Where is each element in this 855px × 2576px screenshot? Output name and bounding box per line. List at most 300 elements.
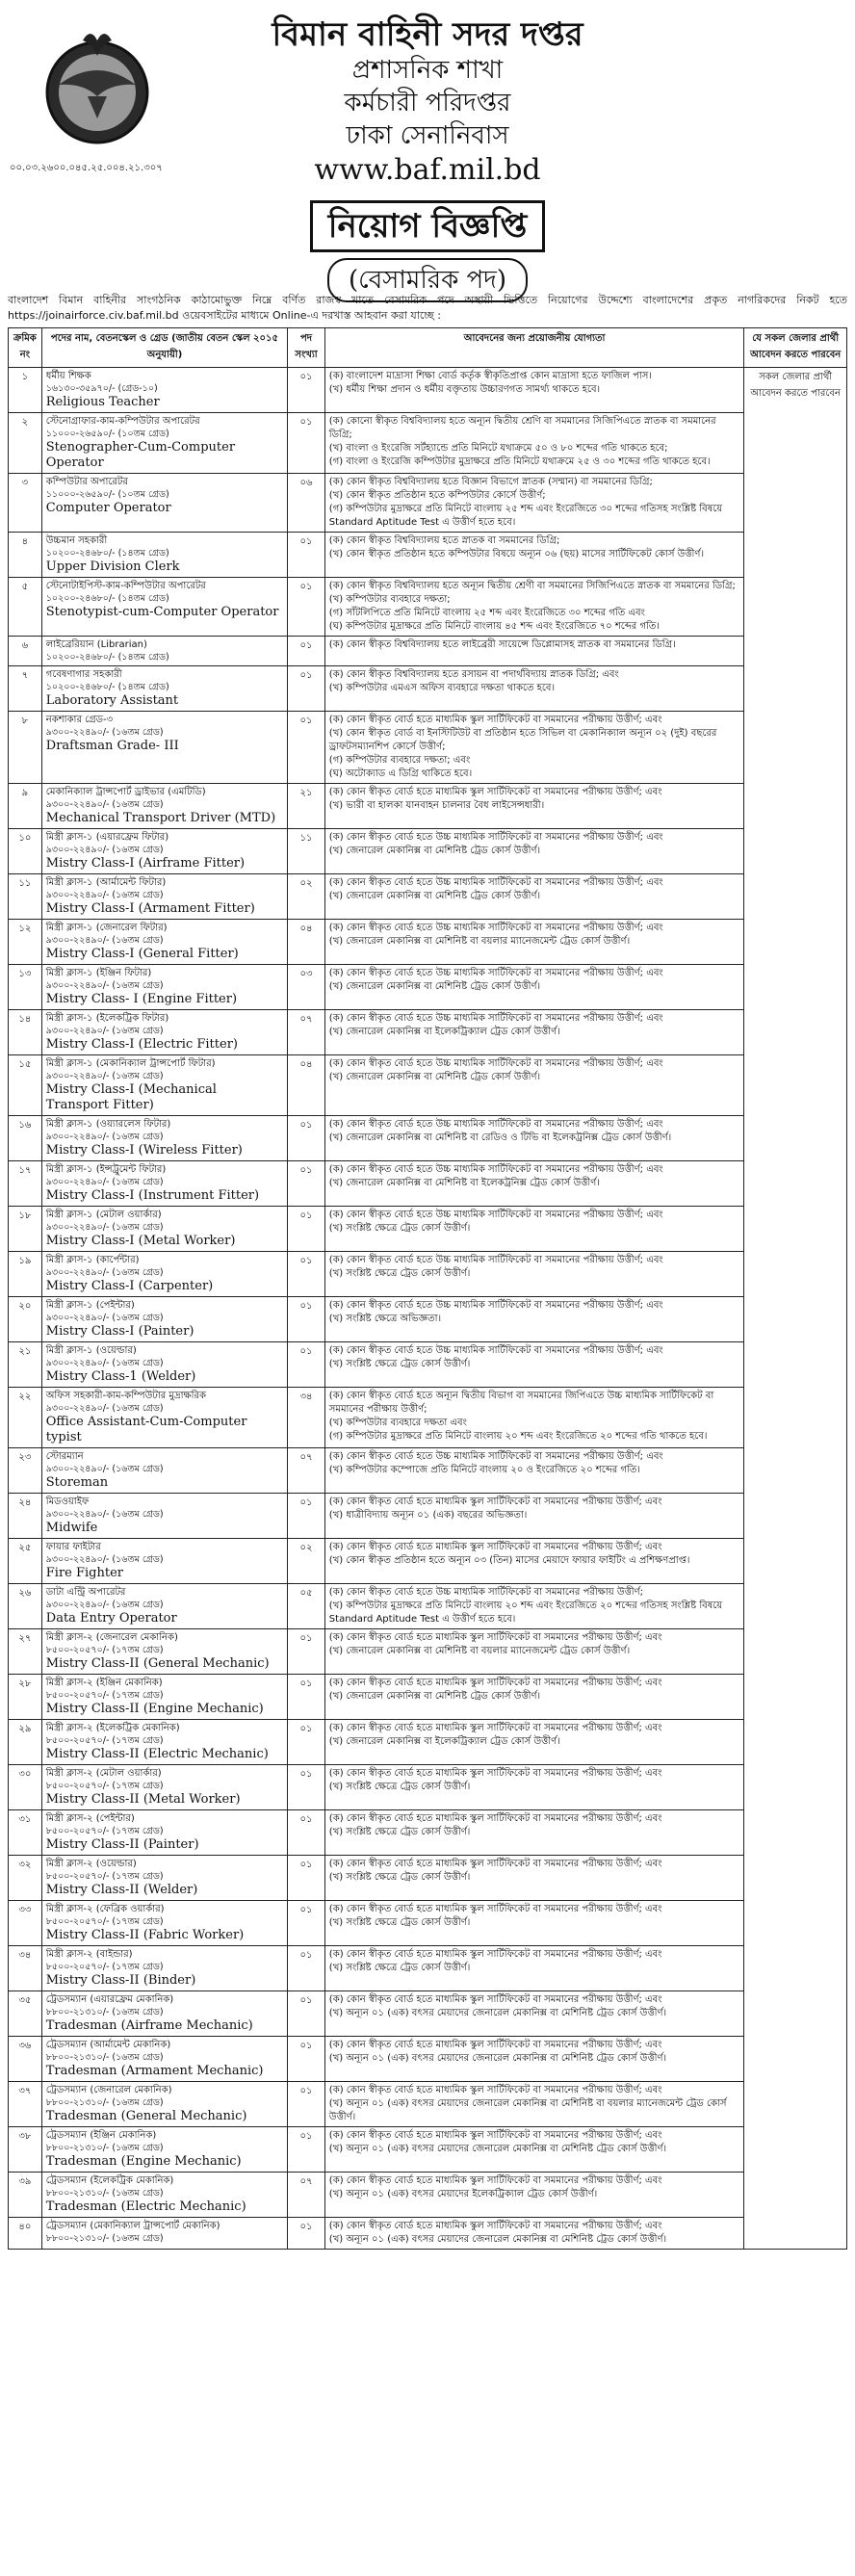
row-serial: ২৯ [9,1720,42,1765]
row-requirements: (ক) কোন স্বীকৃত বোর্ড হতে উচ্চ মাধ্যমিক সার্টিফিকেট বা সমমানের পরীক্ষায় উত্তীর্ণ; এবং (খ) জেনারেল মেকানিক্স বা ইলেকট্রিক্যাল ট্রেড কোর্স উত্তীর্ণ। [324,1010,744,1055]
post-pay-scale: ৮৫০০-২০৫৭০/- (১৭তম গ্রেড) [45,1690,164,1701]
post-name-en: Laboratory Assistant [45,693,179,708]
row-requirements: (ক) কোন স্বীকৃত বোর্ড হতে মাধ্যমিক স্কুল সার্টিফিকেট বা সমমানের পরীক্ষায় উত্তীর্ণ; এবং (খ) অন্যূন ০১ (এক) বৎসর মেয়াদের ইলেকট্রিক্যাল ট্রেড কোর্স উত্তীর্ণ। [324,2173,744,2218]
row-post [41,1448,287,1494]
row-post-count: ০১ [288,1116,325,1161]
post-pay-scale: ১০২০০-২৪৬৮০/- (১৪তম গ্রেড) [45,682,169,692]
post-name-en: Mistry Class-I (Mechanical Transport Fitter) [45,1082,217,1112]
table-row [9,1901,847,1946]
post-name-en: Mistry Class-II (Fabric Worker) [45,1928,245,1942]
row-requirements: (ক) কোন স্বীকৃত বোর্ড হতে মাধ্যমিক স্কুল সার্টিফিকেট বা সমমানের পরীক্ষায় উত্তীর্ণ; এবং (খ) অন্যূন ০১ (এক) বৎসর মেয়াদের জেনারেল মেকানিক্স বা মেশিনিষ্ট ট্রেড কোর্স উত্তীর্ণ। [324,1991,744,2037]
row-serial: ৩ [9,474,42,533]
row-post [41,712,287,784]
post-name-en: Mistry Class-I (Metal Worker) [45,1234,236,1248]
table-row [9,1252,847,1297]
row-requirements: (ক) কোন স্বীকৃত বোর্ড হতে উচ্চ মাধ্যমিক সার্টিফিকেট বা সমমানের পরীক্ষায় উত্তীর্ণ; এবং (খ) জেনারেল মেকানিক্স বা মেশিনিষ্ট বা ইলেকট্রনিক্স ট্রেড কোর্স উত্তীর্ণ। [324,1161,744,1207]
row-post-count: ০১ [288,578,325,637]
table-row [9,1856,847,1901]
row-serial: ৪ [9,533,42,578]
post-name-bn: মিস্ত্রী ক্লাস-১ (ওয়্যারলেস ফিটার) [45,1119,171,1130]
row-post [41,413,287,474]
post-name-en: Mistry Class-I (Wireless Fitter) [45,1143,243,1158]
website-url: www.baf.mil.bd [314,153,541,187]
row-requirements: (ক) কোন স্বীকৃত বোর্ড হতে উচ্চ মাধ্যমিক সার্টিফিকেট বা সমমানের পরীক্ষায় উত্তীর্ণ; (খ) কম্পিউটার মুদ্রাক্ষরে প্রতি মিনিটে বাংলায় ২০ শব্দ এবং ইংরেজিতে ২০ শব্দের গতিসহ সংশ্লিষ্ট বিষয়ে Standard Aptitude Test এ উত্তীর্ণ হতে হবে। [324,1584,744,1629]
post-name-en: Mistry Class-II (Electric Mechanic) [45,1747,269,1761]
table-row [9,413,847,474]
post-pay-scale: ৮৮০০-২১৩১০/- (১৬তম গ্রেড) [45,2007,164,2017]
org-name: বিমান বাহিনী সদর দপ্তর [272,15,583,54]
table-row [9,1765,847,1810]
row-post [41,2173,287,2218]
row-post [41,474,287,533]
post-name-en: Storeman [45,1475,109,1490]
row-post-count: ৩৪ [288,1388,325,1448]
row-serial: ১২ [9,920,42,965]
table-row [9,1629,847,1675]
row-post [41,920,287,965]
row-serial: ২২ [9,1388,42,1448]
row-serial: ২০ [9,1297,42,1342]
row-post-count: ০১ [288,666,325,712]
post-name-bn: মিস্ত্রী ক্লাস-২ (ওয়েল্ডার) [45,1859,137,1869]
row-requirements: (ক) কোন স্বীকৃত বোর্ড হতে উচ্চ মাধ্যমিক সার্টিফিকেট বা সমমানের পরীক্ষায় উত্তীর্ণ; এবং (খ) জেনারেল মেকানিক্স বা মেশিনিষ্ট ট্রেড কোর্স উত্তীর্ণ। [324,1055,744,1116]
row-post [41,1720,287,1765]
post-name-en: Office Assistant-Cum-Computer typist [45,1415,247,1444]
table-row [9,1010,847,1055]
post-name-en: Mistry Class-I (Instrument Fitter) [45,1188,260,1203]
post-name-en: Data Entry Operator [45,1611,177,1626]
post-name-en: Mistry Class-I (Carpenter) [45,1279,214,1293]
row-serial: ২৩ [9,1448,42,1494]
row-post-count: ০১ [288,1720,325,1765]
row-post-count: ০১ [288,1765,325,1810]
post-name-en: Tradesman (Airframe Mechanic) [45,2018,253,2033]
memo-number: ০০.০৩.২৬০০.০৪৫.২৫.০০৪.২১.৩০৭ [10,163,163,173]
row-post-count: ০১ [288,2218,325,2250]
post-pay-scale: ৯৩০০-২২৪৯০/- (১৬তম গ্রেড) [45,799,164,810]
row-requirements: (ক) কোন স্বীকৃত বোর্ড হতে অন্যূন দ্বিতীয় বিভাগ বা সমমানের জিপিএতে উচ্চ মাধ্যমিক সার্টিফিকেট বা সমমানের পরীক্ষায় উত্তীর্ণ; (খ) কম্পিউটার ব্যবহারে দক্ষতা এবং (গ) কম্পিউটার মুদ্রাক্ষরে প্রতি মিনিটে বাংলায় ২০ শব্দ এবং ইংরেজিতে ২০ শব্দের গতি থাকতে হবে। [324,1388,744,1448]
table-row [9,712,847,784]
table-row [9,637,847,666]
row-post [41,1252,287,1297]
post-name-en: Mistry Class-1 (Welder) [45,1369,196,1384]
row-serial: ১৫ [9,1055,42,1116]
table-row [9,1584,847,1629]
post-pay-scale: ৯৩০০-২২৪৯০/- (১৬তম গ্রেড) [45,1464,164,1474]
row-post [41,2082,287,2127]
job-table-body [9,368,847,2250]
table-row [9,2218,847,2250]
post-pay-scale: ৯৩০০-২২৪৯০/- (১৬তম গ্রেড) [45,1222,164,1233]
table-row [9,965,847,1010]
row-post-count: ০২ [288,1539,325,1584]
table-row [9,920,847,965]
post-pay-scale: ৯৩০০-২২৪৯০/- (১৬তম গ্রেড) [45,1071,164,1081]
table-row [9,1539,847,1584]
row-post [41,578,287,637]
row-post-count: ০৭ [288,1448,325,1494]
post-name-bn: মিস্ত্রী ক্লাস-২ (পেইন্টার) [45,1813,135,1824]
post-pay-scale: ৯৩০০-২২৪৯০/- (১৬তম গ্রেড) [45,727,164,738]
row-post [41,829,287,874]
row-post-count: ০১ [288,1991,325,2037]
row-post [41,1629,287,1675]
post-name-bn: মিস্ত্রী ক্লাস-১ (ইলেকট্রিক ফিটার) [45,1013,169,1024]
districts-note: সকল জেলার প্রার্থী আবেদন করতে পারবেন [744,368,847,2250]
table-row [9,874,847,920]
post-name-en: Mechanical Transport Driver (MTD) [45,811,276,825]
table-row [9,784,847,829]
row-serial: ২৪ [9,1494,42,1539]
post-name-en: Computer Operator [45,501,171,515]
row-serial: ৩৮ [9,2127,42,2173]
post-name-en: Tradesman (Engine Mechanic) [45,2154,242,2169]
table-row [9,1342,847,1388]
row-post [41,1856,287,1901]
header-line-2: কর্মচারী পরিদপ্তর [344,89,511,117]
row-serial: ৪০ [9,2218,42,2250]
post-name-bn: মিস্ত্রী ক্লাস-১ (ইন্সট্রুমেন্ট ফিটার) [45,1164,167,1175]
post-name-en: Stenotypist-cum-Computer Operator [45,605,279,619]
post-name-bn: মিস্ত্রী ক্লাস-১ (জেনারেল ফিটার) [45,923,168,933]
row-post-count: ০১ [288,1946,325,1991]
row-requirements: (ক) কোন স্বীকৃত বোর্ড হতে মাধ্যমিক স্কুল সার্টিফিকেট বা সমমানের পরীক্ষায় উত্তীর্ণ; এবং (খ) অন্যূন ০১ (এক) বৎসর মেয়াদের জেনারেল মেকানিক্স বা মেশিনিষ্ট ট্রেড কোর্স উত্তীর্ণ। [324,2218,744,2250]
row-post-count: ০২ [288,874,325,920]
post-pay-scale: ৮৮০০-২১৩১০/- (১৬তম গ্রেড) [45,2143,164,2153]
post-pay-scale: ৯৩০০-২২৪৯০/- (১৬তম গ্রেড) [45,1177,164,1187]
row-post [41,1810,287,1856]
row-serial: ৩৬ [9,2037,42,2082]
post-name-bn: স্টোরম্যান [45,1451,84,1462]
post-name-en: Upper Division Clerk [45,559,180,574]
post-name-bn: কম্পিউটার অপারেটর [45,477,128,487]
intro-paragraph: বাংলাদেশ বিমান বাহিনীর সাংগঠনিক কাঠামোভুক্ত নিম্নে বর্ণিত রাজস্ব খাতে বেসামরিক পদে অস্থায়ী ভিত্তিতে নিয়োগের উদ্দেশ্যে বাংলাদেশের প্রকৃত নাগরিকদের নিকট হতে https://joinairforce.civ.baf.mil.bd ওয়েবসাইটের মাধ্যমে Online-এ দরখাস্ত আহবান করা যাচ্ছে : [8,294,847,322]
row-post-count: ০১ [288,1207,325,1252]
post-pay-scale: ৯৩০০-২২৪৯০/- (১৬তম গ্রেড) [45,935,164,946]
row-post [41,1116,287,1161]
post-name-bn: মিস্ত্রী ক্লাস-২ (মেটাল ওয়ার্কার) [45,1768,162,1779]
table-row [9,1946,847,1991]
row-post-count: ০৭ [288,2173,325,2218]
row-serial: ২৬ [9,1584,42,1629]
table-row [9,474,847,533]
post-pay-scale: ৮৫০০-২০৫৭০/- (১৭তম গ্রেড) [45,1781,164,1791]
row-post [41,1946,287,1991]
notice-subtitle: (বেসামরিক পদ) [327,258,528,302]
row-requirements: (ক) কোন স্বীকৃত বোর্ড হতে মাধ্যমিক স্কুল সার্টিফিকেট বা সমমানের পরীক্ষায় উত্তীর্ণ; এবং (খ) ধাত্রীবিদ্যায় অন্যূন ০১ (এক) বছরের অভিজ্ঞতা। [324,1494,744,1539]
post-name-bn: ট্রেডসম্যান (ইলেকট্রিক মেকানিক) [45,2175,174,2186]
post-name-bn: মিস্ত্রী ক্লাস-১ (পেইন্টার) [45,1300,135,1311]
row-serial: ৫ [9,578,42,637]
post-pay-scale: ৯৩০০-২২৪৯০/- (১৬তম গ্রেড) [45,1358,164,1368]
post-name-bn: মেকানিক্যাল ট্রান্সপোর্ট ড্রাইভার (এমটিডি) [45,787,206,797]
col-header-districts: যে সকল জেলার প্রার্থী আবেদন করতে পারবেন [744,328,847,368]
post-pay-scale: ৮৮০০-২১৩১০/- (১৬তম গ্রেড) [45,2233,164,2244]
row-requirements: (ক) বাংলাদেশ মাদ্রাসা শিক্ষা বোর্ড কর্তৃক স্বীকৃতিপ্রাপ্ত কোন মাদ্রাসা হতে ফাজিল পাস। (খ) ধর্মীয় শিক্ষা প্রদান ও ধর্মীয় বক্তৃতায় উচ্চারণগত সামর্থ্য থাকতে হবে। [324,368,744,413]
row-post [41,2218,287,2250]
table-row [9,666,847,712]
row-post [41,874,287,920]
row-post [41,637,287,666]
row-requirements: (ক) কোন স্বীকৃত বোর্ড হতে উচ্চ মাধ্যমিক সার্টিফিকেট বা সমমানের পরীক্ষায় উত্তীর্ণ; এবং (খ) জেনারেল মেকানিক্স বা মেশিনিষ্ট ট্রেড কোর্স উত্তীর্ণ। [324,965,744,1010]
post-pay-scale: ৮৮০০-২১৩১০/- (১৬তম গ্রেড) [45,2097,164,2108]
table-row [9,1161,847,1207]
row-post-count: ০১ [288,1856,325,1901]
post-name-bn: অফিস সহকারী-কাম-কম্পিউটার মুদ্রাক্ষরিক [45,1391,206,1401]
post-name-bn: গবেষণাগার সহকারী [45,669,122,680]
notice-title: নিয়োগ বিজ্ঞপ্তি [310,200,546,252]
row-post-count: ০১ [288,2127,325,2173]
row-post-count: ০১ [288,1494,325,1539]
row-requirements: (ক) কোন স্বীকৃত বোর্ড হতে মাধ্যমিক স্কুল সার্টিফিকেট বা সমমানের পরীক্ষায় উত্তীর্ণ; এবং (খ) সংশ্লিষ্ট ক্ষেত্রে ট্রেড কোর্স উত্তীর্ণ। [324,1810,744,1856]
table-row [9,1720,847,1765]
post-pay-scale: ১০২০০-২৪৬৮০/- (১৪তম গ্রেড) [45,652,169,663]
post-name-en: Mistry Class-I (Armament Fitter) [45,901,255,916]
post-name-bn: মিস্ত্রী ক্লাস-১ (ইঞ্জিন ফিটার) [45,968,152,978]
post-name-bn: উচ্চমান সহকারী [45,535,108,546]
post-name-en: Draftsman Grade- III [45,739,179,753]
row-post [41,368,287,413]
table-row [9,368,847,413]
post-name-bn: ট্রেডসম্যান (জেনারেল মেকানিক) [45,2085,172,2095]
post-pay-scale: ৯৩০০-২২৪৯০/- (১৬তম গ্রেড) [45,1267,164,1278]
row-requirements: (ক) কোন স্বীকৃত বোর্ড হতে মাধ্যমিক স্কুল সার্টিফিকেট বা সমমানের পরীক্ষায় উত্তীর্ণ; এবং (খ) সংশ্লিষ্ট ক্ষেত্রে ট্রেড কোর্স উত্তীর্ণ। [324,1946,744,1991]
post-pay-scale: ১০২০০-২৪৬৮০/- (১৪তম গ্রেড) [45,548,169,559]
row-requirements: (ক) কোন স্বীকৃত বোর্ড হতে মাধ্যমিক স্কুল সার্টিফিকেট বা সমমানের পরীক্ষায় উত্তীর্ণ; এবং (খ) জেনারেল মেকানিক্স বা ইলেকট্রিক্যাল ট্রেড কোর্স উত্তীর্ণ। [324,1720,744,1765]
table-row [9,578,847,637]
post-pay-scale: ৮৫০০-২০৫৭০/- (১৭তম গ্রেড) [45,1871,164,1882]
post-name-en: Fire Fighter [45,1566,123,1580]
row-post-count: ০১ [288,1901,325,1946]
post-name-en: Mistry Class-I (General Fitter) [45,947,239,961]
col-header-count: পদ সংখ্যা [288,328,325,368]
post-name-bn: মিস্ত্রী ক্লাস-২ (বাইন্ডার) [45,1949,133,1960]
row-post-count: ০৪ [288,1055,325,1116]
post-name-bn: স্টেনোগ্রাফার-কাম-কম্পিউটার অপারেটর [45,416,200,427]
row-requirements: (ক) কোন স্বীকৃত বোর্ড হতে উচ্চ মাধ্যমিক সার্টিফিকেট বা সমমানের পরীক্ষায় উত্তীর্ণ; এবং (খ) জেনারেল মেকানিক্স বা মেশিনিষ্ট ট্রেড কোর্স উত্তীর্ণ। [324,829,744,874]
post-name-bn: মিস্ত্রী ক্লাস-২ (ইঞ্জিন মেকানিক) [45,1678,163,1688]
table-header-row [9,328,847,368]
row-serial: ৬ [9,637,42,666]
row-post [41,666,287,712]
post-name-en: Stenographer-Cum-Computer Operator [45,440,236,470]
table-row [9,1207,847,1252]
notice-header [0,0,855,295]
row-requirements: (ক) কোন স্বীকৃত বোর্ড হতে উচ্চ মাধ্যমিক সার্টিফিকেট বা সমমানের পরীক্ষায় উত্তীর্ণ; এবং (খ) জেনারেল মেকানিক্স বা মেশিনিষ্ট ট্রেড কোর্স উত্তীর্ণ। [324,874,744,920]
post-pay-scale: ৮৫০০-২০৫৭০/- (১৭তম গ্রেড) [45,1826,164,1836]
post-pay-scale: ৯৩০০-২২৪৯০/- (১৬তম গ্রেড) [45,980,164,991]
row-requirements: (ক) কোন স্বীকৃত বোর্ড হতে মাধ্যমিক স্কুল সার্টিফিকেট বা সমমানের পরীক্ষায় উত্তীর্ণ; এবং (খ) ভারী বা হালকা যানবাহন চালনার বৈধ লাইসেন্সধারী। [324,784,744,829]
post-pay-scale: ৯৩০০-২২৪৯০/- (১৬তম গ্রেড) [45,1509,164,1520]
row-serial: ১৮ [9,1207,42,1252]
row-post-count: ০১ [288,1342,325,1388]
post-name-en: Religious Teacher [45,395,160,409]
row-post [41,965,287,1010]
row-serial: ৩৯ [9,2173,42,2218]
row-requirements: (ক) কোন স্বীকৃত বোর্ড হতে মাধ্যমিক স্কুল সার্টিফিকেট বা সমমানের পরীক্ষায় উত্তীর্ণ; এবং (খ) অন্যূন ০১ (এক) বৎসর মেয়াদের জেনারেল মেকানিক্স বা মেশিনিষ্ট ট্রেড কোর্স উত্তীর্ণ। [324,2037,744,2082]
post-name-bn: ট্রেডসম্যান (মেকানিক্যাল ট্রান্সপোর্ট মেকানিক) [45,2221,220,2231]
row-requirements: (ক) কোন স্বীকৃত বোর্ড হতে মাধ্যমিক স্কুল সার্টিফিকেট বা সমমানের পরীক্ষায় উত্তীর্ণ; এবং (খ) কোন স্বীকৃত বোর্ড বা ইনস্টিটিউট বা প্রতিষ্ঠান হতে সিভিল বা মেকানিক্যাল অন্যূন ০২ (দুই) বছরের ড্রাফটসম্যানশিপ কোর্সে উত্তীর্ণ; (গ) কম্পিউটার ব্যবহারে দক্ষতা; এবং (ঘ) অটোক্যাড এ ডিগ্রি থাকিতে হবে। [324,712,744,784]
post-name-en: Mistry Class-II (Engine Mechanic) [45,1702,264,1716]
post-name-en: Mistry Class-II (Painter) [45,1837,199,1852]
row-post-count: ০৬ [288,474,325,533]
row-post [41,1161,287,1207]
row-post [41,1342,287,1388]
row-requirements: (ক) কোন স্বীকৃত বোর্ড হতে মাধ্যমিক স্কুল সার্টিফিকেট বা সমমানের পরীক্ষায় উত্তীর্ণ; এবং (খ) সংশ্লিষ্ট ক্ষেত্রে ট্রেড কোর্স উত্তীর্ণ। [324,1765,744,1810]
table-row [9,2127,847,2173]
row-requirements: (ক) কোন স্বীকৃত বিশ্ববিদ্যালয় হতে রসায়ন বা পদার্থবিদ্যায় স্নাতক ডিগ্রি; এবং (খ) কম্পিউটার এমএস অফিস ব্যবহারে দক্ষতা থাকতে হবে। [324,666,744,712]
row-requirements: (ক) কোন স্বীকৃত বোর্ড হতে মাধ্যমিক স্কুল সার্টিফিকেট বা সমমানের পরীক্ষায় উত্তীর্ণ; এবং (খ) সংশ্লিষ্ট ক্ষেত্রে ট্রেড কোর্স উত্তীর্ণ। [324,1901,744,1946]
row-requirements: (ক) কোন স্বীকৃত বিশ্ববিদ্যালয় হতে স্নাতক বা সমমানের ডিগ্রি; (খ) কোন স্বীকৃত প্রতিষ্ঠান হতে কম্পিউটার বিষয়ে অন্যূন ০৬ (ছয়) মাসের সার্টিফিকেট কোর্স উত্তীর্ণ। [324,533,744,578]
table-row [9,533,847,578]
row-post [41,1055,287,1116]
post-pay-scale: ৮৫০০-২০৫৭০/- (১৭তম গ্রেড) [45,1735,164,1746]
table-row [9,1116,847,1161]
row-post-count: ০১ [288,1810,325,1856]
post-name-bn: ধর্মীয় শিক্ষক [45,371,91,381]
row-requirements: (ক) কোন স্বীকৃত বোর্ড হতে মাধ্যমিক স্কুল সার্টিফিকেট বা সমমানের পরীক্ষায় উত্তীর্ণ; এবং (খ) সংশ্লিষ্ট ক্ষেত্রে ট্রেড কোর্স উত্তীর্ণ। [324,1856,744,1901]
post-pay-scale: ৯৩০০-২২৪৯০/- (১৬তম গ্রেড) [45,1026,164,1036]
row-serial: ৩৫ [9,1991,42,2037]
row-post-count: ২১ [288,784,325,829]
row-post-count: ০১ [288,368,325,413]
post-name-bn: ট্রেডসম্যান (আর্মামেন্ট মেকানিক) [45,2040,171,2050]
row-serial: ১৯ [9,1252,42,1297]
row-requirements: (ক) কোন স্বীকৃত বোর্ড হতে উচ্চ মাধ্যমিক সার্টিফিকেট বা সমমানের পরীক্ষায় উত্তীর্ণ; এবং (খ) জেনারেল মেকানিক্স বা মেশিনিষ্ট বা বয়লার ম্যানেজমেন্ট ট্রেড কোর্স উত্তীর্ণ। [324,920,744,965]
row-post [41,1010,287,1055]
header-center [0,15,855,302]
row-requirements: (ক) কোন স্বীকৃত বোর্ড হতে উচ্চ মাধ্যমিক সার্টিফিকেট বা সমমানের পরীক্ষায় উত্তীর্ণ; এবং (খ) জেনারেল মেকানিক্স বা মেশিনিষ্ট বা রেডিও ও টিভি বা ইলেকট্রনিক্স ট্রেড কোর্স উত্তীর্ণ। [324,1116,744,1161]
post-pay-scale: ১১০০০-২৬৫৯০/- (১০তম গ্রেড) [45,489,169,500]
post-name-en: Mistry Class-I (Painter) [45,1324,194,1339]
row-post [41,1207,287,1252]
post-name-bn: ট্রেডসম্যান (ইঞ্জিন মেকানিক) [45,2130,157,2141]
row-post-count: ০১ [288,637,325,666]
table-row [9,2082,847,2127]
post-name-bn: মিস্ত্রী ক্লাস-২ (ফেব্রিক ওয়ার্কার) [45,1904,165,1914]
post-pay-scale: ৯৩০০-২২৪৯০/- (১৬তম গ্রেড) [45,845,164,855]
row-post [41,1494,287,1539]
row-serial: ৩২ [9,1856,42,1901]
post-name-bn: মিস্ত্রী ক্লাস-১ (আর্মামেন্ট ফিটার) [45,877,167,888]
col-header-post: পদের নাম, বেতনস্কেল ও গ্রেড (জাতীয় বেতন স্কেল ২০১৫ অনুযায়ী) [41,328,287,368]
post-name-bn: মিস্ত্রী ক্লাস-১ (কার্পেন্টার) [45,1255,140,1265]
post-pay-scale: ৮৫০০-২০৫৭০/- (১৭তম গ্রেড) [45,1645,164,1655]
post-name-bn: মিস্ত্রী ক্লাস-১ (এয়ারফ্রেম ফিটার) [45,832,169,843]
row-post [41,533,287,578]
row-post-count: ০৪ [288,920,325,965]
row-post-count: ০৩ [288,965,325,1010]
post-pay-scale: ১০২০০-২৪৬৮০/- (১৪তম গ্রেড) [45,593,169,604]
row-serial: ২১ [9,1342,42,1388]
row-serial: ১৭ [9,1161,42,1207]
row-post [41,1297,287,1342]
post-pay-scale: ৮৫০০-২০৫৭০/- (১৭তম গ্রেড) [45,1962,164,1972]
row-post [41,2037,287,2082]
row-requirements: (ক) কোনো স্বীকৃত বিশ্ববিদ্যালয় হতে অন্যূন দ্বিতীয় শ্রেণি বা সমমানের সিজিপিএতে স্নাতক বা সমমানের ডিগ্রি; (খ) বাংলা ও ইংরেজি সর্টহ্যান্ডে প্রতি মিনিটে যথাক্রমে ৫০ ও ৮০ শব্দের গতি থাকতে হবে; (গ) বাংলা ও ইংরেজি কম্পিউটার মুদ্রাক্ষরে প্রতি মিনিটে যথাক্রমে ২৫ ও ৩০ শব্দের গতি থাকতে হবে। [324,413,744,474]
row-requirements: (ক) কোন স্বীকৃত বোর্ড হতে উচ্চ মাধ্যমিক সার্টিফিকেট বা সমমানের পরীক্ষায় উত্তীর্ণ; এবং (খ) সংশ্লিষ্ট ক্ষেত্রে ট্রেড কোর্স উত্তীর্ণ। [324,1207,744,1252]
row-post [41,1584,287,1629]
post-name-en: Tradesman (General Mechanic) [45,2109,247,2123]
row-requirements: (ক) কোন স্বীকৃত বোর্ড হতে উচ্চ মাধ্যমিক সার্টিফিকেট বা সমমানের পরীক্ষায় উত্তীর্ণ; এবং (খ) কম্পিউটার কম্পোজে প্রতি মিনিটে বাংলায় ২০ ও ইংরেজিতে ২০ শব্দের গতি। [324,1448,744,1494]
header-line-1: প্রশাসনিক শাখা [351,56,504,85]
row-post-count: ০১ [288,1297,325,1342]
row-post-count: ০১ [288,533,325,578]
row-post-count: ০১ [288,712,325,784]
row-post [41,1675,287,1720]
post-name-en: Mistry Class-I (Electric Fitter) [45,1037,238,1052]
post-pay-scale: ৯৩০০-২২৪৯০/- (১৬তম গ্রেড) [45,1600,164,1610]
row-requirements: (ক) কোন স্বীকৃত বোর্ড হতে মাধ্যমিক স্কুল সার্টিফিকেট বা সমমানের পরীক্ষায় উত্তীর্ণ; এবং (খ) কোন স্বীকৃত প্রতিষ্ঠান হতে অন্যূন ০৩ (তিন) মাসের মেয়াদে ফায়ার ফাইটিং এ প্রশিক্ষণপ্রাপ্ত। [324,1539,744,1584]
post-name-bn: মিস্ত্রী ক্লাস-১ (মেটাল ওয়ার্কার) [45,1210,162,1220]
table-row [9,1388,847,1448]
row-post-count: ০১ [288,1629,325,1675]
row-post [41,784,287,829]
row-serial: ২৭ [9,1629,42,1675]
row-post [41,1388,287,1448]
row-serial: ২ [9,413,42,474]
row-serial: ১০ [9,829,42,874]
table-row [9,1448,847,1494]
row-post [41,1991,287,2037]
row-requirements: (ক) কোন স্বীকৃত বোর্ড হতে মাধ্যমিক স্কুল সার্টিফিকেট বা সমমানের পরীক্ষায় উত্তীর্ণ; এবং (খ) জেনারেল মেকানিক্স বা মেশিনিষ্ট বা বয়লার ম্যানেজমেন্ট ট্রেড কোর্স উত্তীর্ণ। [324,1629,744,1675]
row-requirements: (ক) কোন স্বীকৃত বিশ্ববিদ্যালয় হতে অন্যূন দ্বিতীয় শ্রেণী বা সমমানের সিজিপিএতে স্নাতক বা সমমানের ডিগ্রি; (খ) কম্পিউটার ব্যবহারে দক্ষতা; (গ) সাঁটলিপিতে প্রতি মিনিটে বাংলায় ২৫ শব্দ এবং ইংরেজিতে ৩০ শব্দের গতি এবং (ঘ) কম্পিউটার মুদ্রাক্ষরে প্রতি মিনিটে বাংলায় ৪৫ শব্দ এবং ইংরেজিতে ৭০ শব্দের গতি। [324,578,744,637]
post-name-en: Midwife [45,1521,98,1535]
post-name-bn: মিস্ত্রী ক্লাস-২ (ইলেকট্রিক মেকানিক) [45,1723,180,1733]
row-post-count: ১১ [288,829,325,874]
post-name-bn: মিস্ত্রী ক্লাস-২ (জেনারেল মেকানিক) [45,1632,178,1643]
post-name-bn: মিস্ত্রী ক্লাস-১ (ওয়েল্ডার) [45,1345,137,1356]
col-header-requirements: আবেদনের জন্য প্রয়োজনীয় যোগ্যতা [324,328,744,368]
row-serial: ৩৪ [9,1946,42,1991]
post-name-bn: নকশাকার গ্রেড-৩ [45,715,114,725]
row-serial: ১ [9,368,42,413]
post-pay-scale: ৮৮০০-২১৩১০/- (১৬তম গ্রেড) [45,2052,164,2063]
row-serial: ৩৩ [9,1901,42,1946]
post-name-bn: মিস্ত্রী ক্লাস-১ (মেকানিক্যাল ট্রান্সপোর্ট ফিটার) [45,1058,216,1069]
row-serial: ১৬ [9,1116,42,1161]
post-pay-scale: ৮৫০০-২০৫৭০/- (১৭তম গ্রেড) [45,1916,164,1927]
row-serial: ২৮ [9,1675,42,1720]
table-row [9,2037,847,2082]
row-serial: ১১ [9,874,42,920]
row-serial: ১৩ [9,965,42,1010]
row-post-count: ০৭ [288,1010,325,1055]
row-requirements: (ক) কোন স্বীকৃত বোর্ড হতে মাধ্যমিক স্কুল সার্টিফিকেট বা সমমানের পরীক্ষায় উত্তীর্ণ; এবং (খ) জেনারেল মেকানিক্স বা মেশিনিষ্ট ট্রেড কোর্স উত্তীর্ণ। [324,1675,744,1720]
post-name-en: Mistry Class-II (Metal Worker) [45,1792,241,1807]
post-name-en: Tradesman (Electric Mechanic) [45,2199,246,2214]
row-post-count: ০১ [288,413,325,474]
post-pay-scale: ৯৩০০-২২৪৯০/- (১৬তম গ্রেড) [45,1132,164,1142]
row-serial: ২৫ [9,1539,42,1584]
post-pay-scale: ১১০০০-২৬৫৯০/- (১০তম গ্রেড) [45,429,169,439]
post-name-bn: মিডওয়াইফ [45,1496,90,1507]
post-name-bn: ট্রেডসম্যান (এয়ারফ্রেম মেকানিক) [45,1994,174,2005]
post-name-bn: ফায়ার ফাইটার [45,1542,101,1552]
row-serial: ৮ [9,712,42,784]
row-post-count: ০১ [288,1675,325,1720]
post-pay-scale: ৮৮০০-২১৩১০/- (১৬তম গ্রেড) [45,2188,164,2199]
row-serial: ৩১ [9,1810,42,1856]
row-serial: ১৪ [9,1010,42,1055]
row-requirements: (ক) কোন স্বীকৃত বোর্ড হতে উচ্চ মাধ্যমিক সার্টিফিকেট বা সমমানের পরীক্ষায় উত্তীর্ণ; এবং (খ) সংশ্লিষ্ট ক্ষেত্রে ট্রেড কোর্স উত্তীর্ণ। [324,1342,744,1388]
row-requirements: (ক) কোন স্বীকৃত বোর্ড হতে মাধ্যমিক স্কুল সার্টিফিকেট বা সমমানের পরীক্ষায় উত্তীর্ণ; এবং (খ) অন্যূন ০১ (এক) বৎসর মেয়াদের জেনারেল মেকানিক্স বা মেশিনিষ্ট ট্রেড কোর্স উত্তীর্ণ। [324,2127,744,2173]
row-post-count: ০১ [288,1161,325,1207]
row-requirements: (ক) কোন স্বীকৃত বিশ্ববিদ্যালয় হতে লাইব্রেরী সায়েন্সে ডিপ্লোমাসহ স্নাতক বা সমমানের ডিগ্রি। [324,637,744,666]
row-serial: ৯ [9,784,42,829]
post-pay-scale: ৯৩০০-২২৪৯০/- (১৬তম গ্রেড) [45,1554,164,1565]
row-serial: ৩৭ [9,2082,42,2127]
